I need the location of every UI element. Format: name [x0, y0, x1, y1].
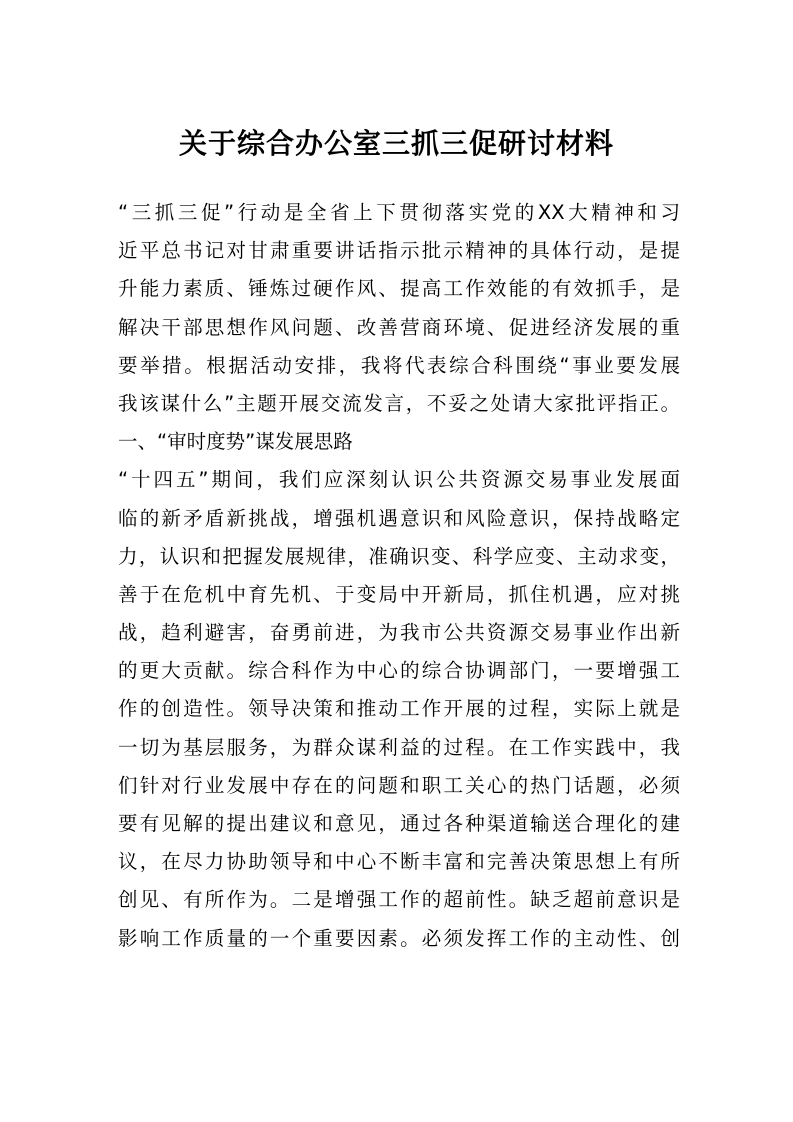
document-body: [118, 194, 680, 958]
body-line: 近平总书记对甘肃重要讲话指示批示精神的具体行动，是提: [118, 239, 680, 263]
body-line: 要有见解的提出建议和意见，通过各种渠道输送合理化的建: [118, 812, 680, 835]
body-line: 战，趋利避害，奋勇前进，为我市公共资源交易事业作出新: [118, 621, 680, 645]
body-line: “十四五”期间，我们应深刻认识公共资源交易事业发展面: [118, 468, 680, 492]
body-line: 们针对行业发展中存在的问题和职工关心的热门话题，必须: [118, 773, 680, 797]
body-line: 临的新矛盾新挑战，增强机遇意识和风险意识，保持战略定: [118, 506, 680, 530]
body-line: 创见、有所作为。二是增强工作的超前性。缺乏超前意识是: [118, 888, 680, 912]
document-title: 关于综合办公室三抓三促研讨材料: [178, 127, 614, 160]
body-line: 善于在危机中育先机、于变局中开新局，抓住机遇，应对挑: [118, 582, 680, 606]
body-line: 力，认识和把握发展规律，准确识变、科学应变、主动求变，: [118, 544, 680, 568]
body-line: 的更大贡献。综合科作为中心的综合协调部门，一要增强工: [118, 659, 680, 683]
body-line: 议，在尽力协助领导和中心不断丰富和完善决策思想上有所: [118, 850, 680, 874]
body-line: 影响工作质量的一个重要因素。必须发挥工作的主动性、创: [118, 926, 680, 950]
body-line: “三抓三促”行动是全省上下贯彻落实党的XX大精神和习: [118, 201, 680, 224]
section-heading: 一、“审时度势”谋发展思路: [118, 430, 353, 454]
body-line: 升能力素质、锤炼过硬作风、提高工作效能的有效抓手，是: [118, 277, 680, 301]
body-line: 我该谋什么”主题开展交流发言，不妥之处请大家批评指正。: [118, 391, 680, 415]
body-line: 一切为基层服务，为群众谋利益的过程。在工作实践中，我: [118, 735, 680, 759]
body-line: 解决干部思想作风问题、改善营商环境、促进经济发展的重: [118, 315, 680, 339]
body-line: 要举措。根据活动安排，我将代表综合科围绕“事业要发展: [118, 353, 680, 377]
body-line: 作的创造性。领导决策和推动工作开展的过程，实际上就是: [118, 697, 680, 721]
